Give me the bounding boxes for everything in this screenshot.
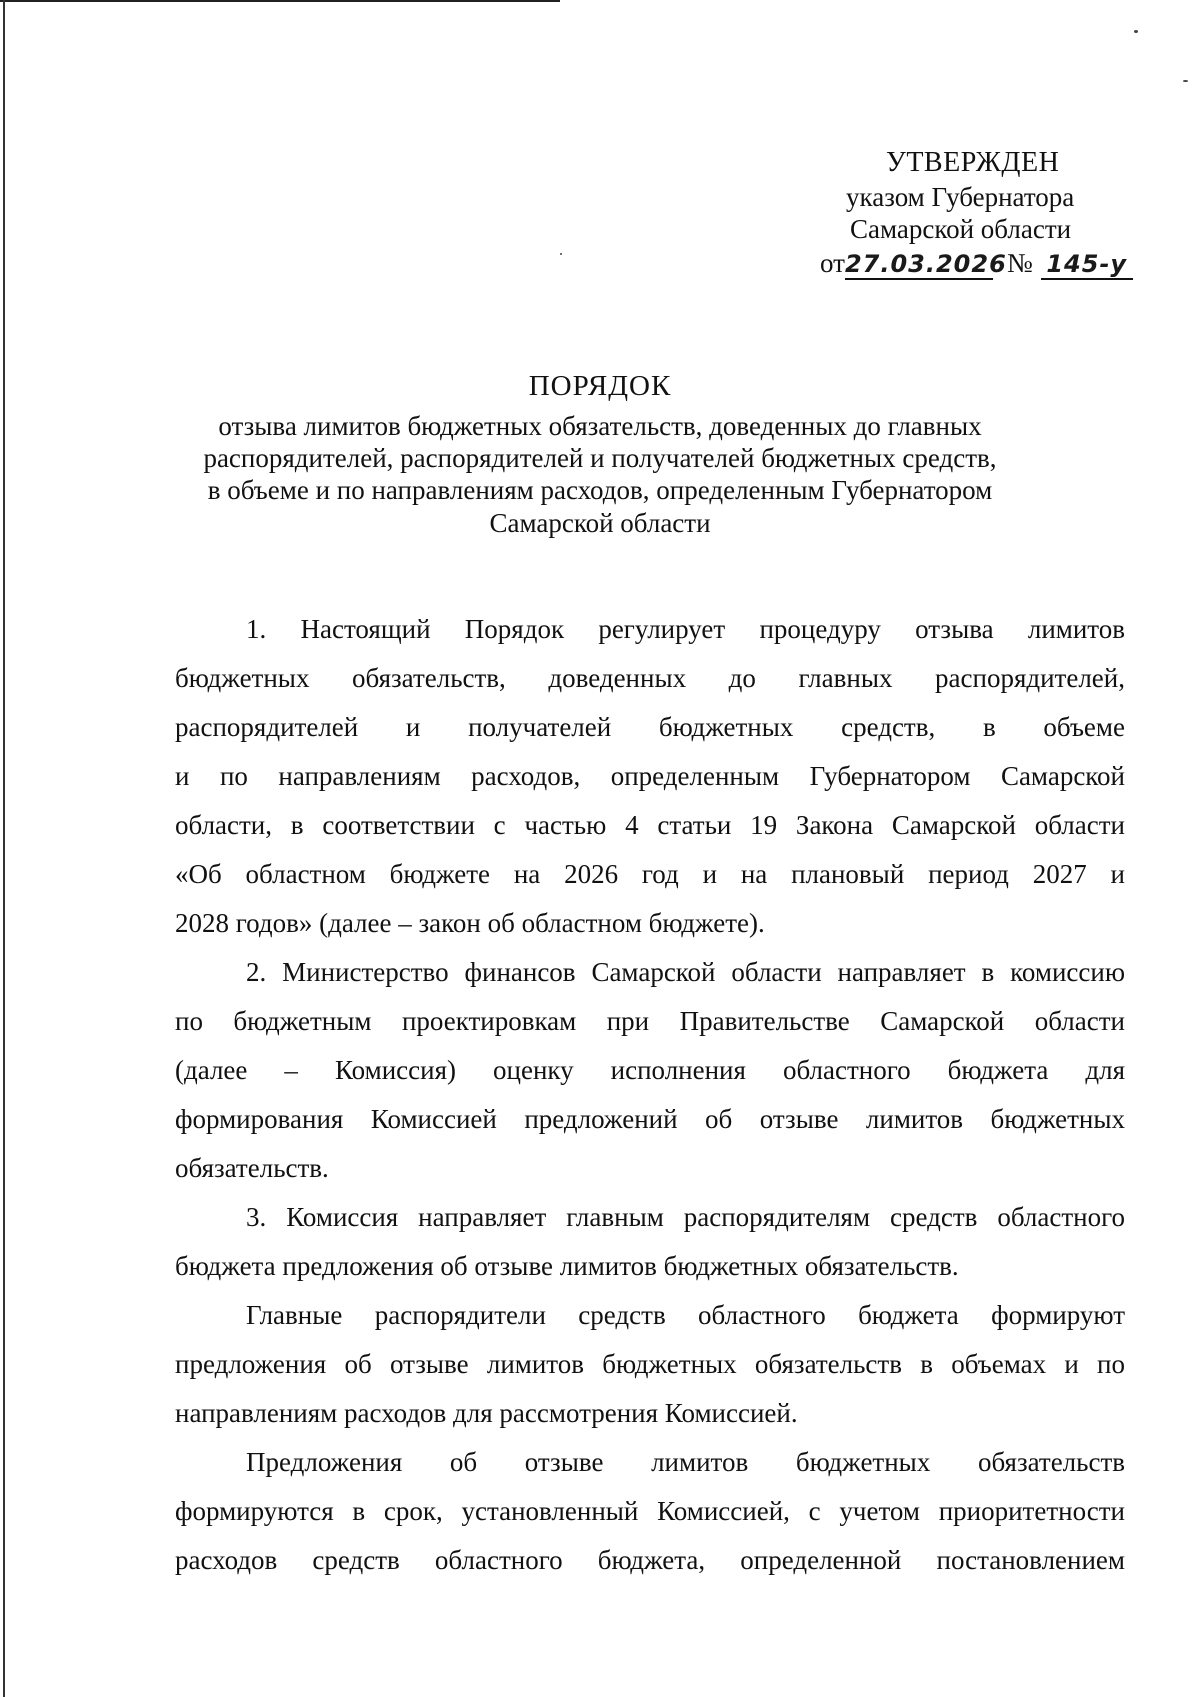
approval-decree-line: указом Губернатора xyxy=(846,182,1075,212)
document-body xyxy=(175,605,1125,1585)
document-title: ПОРЯДОК xyxy=(528,370,672,402)
handwritten-number: 145-у xyxy=(1041,250,1133,280)
body-line: расходов средств областного бюджета, определенной постановлением xyxy=(175,1545,1125,1575)
approval-title: УТВЕРЖДЕН xyxy=(886,147,1060,178)
body-line: 3. Комиссия направляет главным распорядителям средств областного xyxy=(246,1202,1125,1232)
body-line: обязательств. xyxy=(175,1153,329,1183)
body-line: бюджета предложения об отзыве лимитов бюджетных обязательств. xyxy=(175,1251,959,1281)
approval-region-line: Самарской области xyxy=(850,214,1072,244)
body-line: формируются в срок, установленный Комиссией, с учетом приоритетности xyxy=(175,1496,1125,1526)
body-line: бюджетных обязательств, доведенных до главных распорядителей, xyxy=(175,663,1125,693)
body-line: Главные распорядители средств областного бюджета формируют xyxy=(246,1300,1125,1330)
body-line: по бюджетным проектировкам при Правительстве Самарской области xyxy=(175,1006,1125,1036)
body-line: распорядителей и получателей бюджетных средств, в объеме xyxy=(175,712,1125,742)
scan-edge-top xyxy=(0,0,560,2)
scan-speck xyxy=(1134,30,1138,33)
body-line: (далее – Комиссия) оценку исполнения областного бюджета для xyxy=(175,1055,1125,1085)
body-line: предложения об отзыве лимитов бюджетных обязательств в объемах и по xyxy=(175,1349,1125,1379)
body-line: 2028 годов» (далее – закон об областном бюджете). xyxy=(175,908,765,938)
body-line: 1. Настоящий Порядок регулирует процедуру отзыва лимитов xyxy=(246,614,1125,644)
body-line: формирования Комиссией предложений об отзыве лимитов бюджетных xyxy=(175,1104,1125,1134)
subtitle-line: Самарской области xyxy=(489,508,711,538)
body-line: 2. Министерство финансов Самарской области направляет в комиссию xyxy=(246,957,1125,987)
scan-speck xyxy=(1183,80,1188,82)
body-line: и по направлениям расходов, определенным Губернатором Самарской xyxy=(175,761,1125,791)
body-line: области, в соответствии с частью 4 статьи 19 Закона Самарской области xyxy=(175,810,1125,840)
subtitle-line: распорядителей, распорядителей и получателей бюджетных средств, xyxy=(203,443,997,473)
handwritten-date: 27.03.2026 xyxy=(844,250,1007,278)
approval-date-number-line xyxy=(820,246,1133,280)
scan-edge-left xyxy=(3,0,5,1697)
scan-speck xyxy=(560,253,562,255)
subtitle-line: отзыва лимитов бюджетных обязательств, доведенных до главных xyxy=(218,411,982,441)
subtitle-line: в объеме и по направлениям расходов, определенным Губернатором xyxy=(207,475,993,505)
date-prefix: от xyxy=(820,248,845,278)
number-prefix: № xyxy=(1006,248,1033,278)
body-line: Предложения об отзыве лимитов бюджетных обязательств xyxy=(246,1447,1125,1477)
body-line: направлениям расходов для рассмотрения Комиссией. xyxy=(175,1398,798,1428)
body-line: «Об областном бюджете на 2026 год и на плановый период 2027 и xyxy=(175,859,1125,889)
